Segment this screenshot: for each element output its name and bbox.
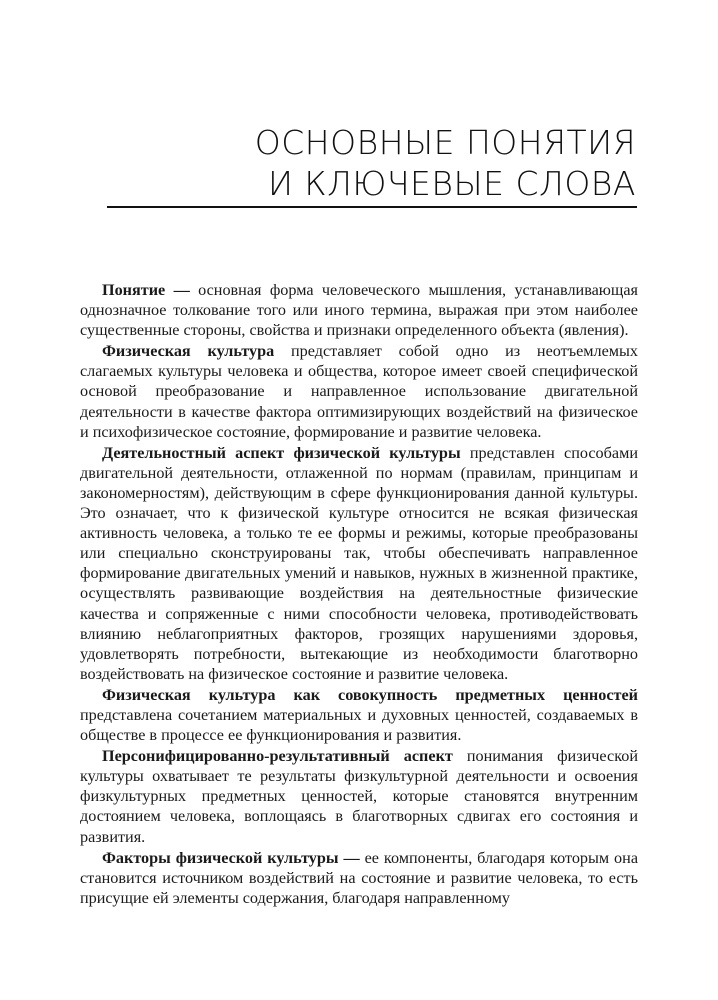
body-text [80,280,638,909]
paragraph [80,685,638,745]
paragraph-text: представлен способами двигательной деятельности, отлаженной по нормам (правилам, принципам и закономерностям), действующим в сфере функционирования данной культуры. Это означает, что к физической культуре относится не всякая физическая активность человека, а только те ее формы и режимы, которые преобразованы или специально сконструированы так, чтобы обеспечивать направленное формирование двигательных умений и навыков, нужных в жизненной практике, осуществлять развивающие воздействия на деятельностные физические качества и сопряженные с ними способности человека, противодействовать влиянию неблагоприятных факторов, грозящих нарушениями здоровья, удовлетворять потребности, вытекающие из необходимости благотворно воздействовать на физическое состояние и развитие человека. [80,443,638,683]
paragraph-text: представлена сочетанием материальных и духовных ценностей, создаваемых в обществе в процессе ее функционирования и развития. [80,705,638,745]
paragraph-term: Физическая культура как совокупность предметных ценностей [102,685,638,704]
paragraph [80,848,638,908]
paragraph [80,443,638,684]
title-divider [107,206,637,208]
paragraph-term: Факторы физической культуры — [102,848,360,867]
paragraph-term: Персонифицированно-результативный аспект [102,747,453,766]
paragraph-text: понимания физической культуры охватывает те результаты физкультурной деятельности и освоения физкультурных предметных ценностей, которые становятся внутренним достоянием человека, воплощаясь в благотворных сдвигах его состояния и развития. [80,747,638,846]
page-title-line-1: ОСНОВНЫЕ ПОНЯТИЯ [254,123,636,162]
paragraph-text: представляет собой одно из неотъемлемых слагаемых культуры человека и общества, которое имеет своей специфической основой преобразование и направленное использование двигательной деятельности в качестве фактора оптимизирующих воздействий на физическое и психофизическое состояние, формирование и развитие человека. [80,342,638,441]
paragraph [80,746,638,846]
paragraph-text: ее компоненты, благодаря которым она становится источником воздействий на состояние и развитие человека, то есть присущие ей элементы содержания, благодаря направленному [80,848,639,907]
paragraph-text: основная форма человеческого мышления, устанавливающая однозначное толкование того или иного термина, выражая при этом наиболее существенные стороны, свойства и признаки определенного объекта (явления). [80,281,638,340]
paragraph-term: Деятельностный аспект физической культуры [102,443,461,462]
paragraph-term: Физическая культура [102,342,275,361]
paragraph [80,280,638,340]
page-title [76,122,636,204]
paragraph-term: Понятие — [102,281,190,299]
page-title-line-2: И КЛЮЧЕВЫЕ СЛОВА [267,164,636,203]
paragraph [80,341,638,441]
